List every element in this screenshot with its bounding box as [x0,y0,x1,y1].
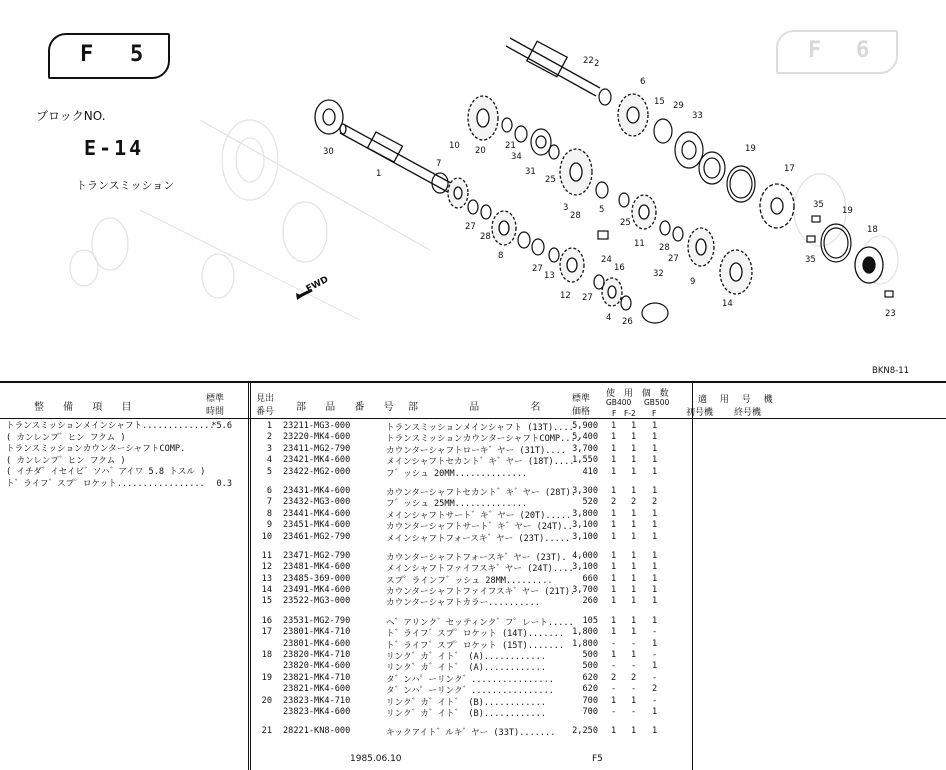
qty-gb400-f2: - [631,706,637,717]
part-name: メインシャフトファイフスキ゛ヤー (24T).... [386,564,574,575]
callout-label: 3 [563,203,569,213]
part-ref: 15 [261,596,272,607]
part-ref: 16 [261,615,272,626]
figure-badge-letter: F [80,42,98,67]
part-ref: 3 [266,443,272,454]
part-price: 5,400 [572,432,598,443]
table-row [250,574,700,585]
qty-gb400-f2: 1 [631,466,637,477]
part-name: カウンターシャフトファイフスキ゛ヤー (21T). [386,587,576,598]
qty-gb400-f2: - [631,661,637,672]
part-ref: 4 [266,455,272,466]
exploded-parts-diagram [0,0,946,380]
part-price: 700 [582,695,598,706]
qty-gb400-f: 1 [611,520,617,531]
part-ref: 17 [261,627,272,638]
part-number: 23522-MG3-000 [283,596,351,607]
table-row [250,673,700,684]
table-row [250,585,700,596]
part-name: リンク゛カ゛イト゛ (B)............ [386,697,546,708]
part-number: 23432-MG3-000 [283,497,351,508]
part-ref: 12 [261,562,272,573]
part-ref: 11 [261,550,272,561]
part-name: カウンターシャフトローキ゛ヤー (31T).... [386,445,566,456]
qty-gb400-f2: 1 [631,520,637,531]
callout-label: 35 [813,200,824,210]
qty-gb400-f: 1 [611,550,617,561]
part-name: メインシャフトサート゛キ゛ヤー (20T)..... [386,510,572,521]
part-number: 23421-MK4-600 [283,455,351,466]
callout-label: 13 [544,271,555,281]
header-applicable: 適 用 号 機 [698,395,778,405]
part-number: 23411-MG2-790 [283,443,351,454]
callout-label: 26 [622,317,633,327]
callout-label: 23 [885,309,896,319]
table-row [250,627,700,638]
callout-label: 28 [659,243,670,253]
part-price: 4,000 [572,550,598,561]
callout-label: 19 [842,206,853,216]
part-price: 520 [582,497,598,508]
part-name: リンク゛カ゛イト゛ (A)............ [386,663,546,674]
qty-gb400-f2: 1 [631,695,637,706]
qty-gb400-f: - [611,638,617,649]
part-ref: 9 [266,520,272,531]
ghost-badge-letter: F [808,38,822,63]
qty-gb500-f: 1 [652,531,658,542]
qty-gb400-f2: 1 [631,573,637,584]
header-std-time-2: 時間 [206,407,225,417]
part-ref: 7 [266,497,272,508]
qty-gb400-f2: 1 [631,562,637,573]
column-divider [248,383,249,770]
callout-label: 31 [525,167,536,177]
part-name: メインシャフトフォースキ゛ヤー (23T)..... [386,533,571,544]
page-code: F5 [592,754,603,764]
service-item [6,467,238,479]
callout-label: 19 [745,144,756,154]
qty-gb400-f2: 1 [631,596,637,607]
table-row [250,455,700,466]
callout-label: 27 [465,222,476,232]
table-row [250,726,700,737]
callout-label: 22 [583,56,594,66]
qty-gb400-f2: - [631,684,637,695]
qty-gb500-f: 1 [652,432,658,443]
part-price: 500 [582,661,598,672]
service-item-text: ( カンレンプ゛ヒン フクム ) [6,432,126,443]
qty-gb400-f2: 2 [631,672,637,683]
table-row [250,684,700,695]
service-item-time: *5.6 [211,421,232,431]
part-number: 23431-MK4-600 [283,485,351,496]
callout-label: 5 [599,205,605,215]
header-last-serial: 終号機 [734,408,762,418]
main-shaft [340,124,460,196]
part-price: 1,550 [572,455,598,466]
part-price: 3,800 [572,508,598,519]
ghost-badge-number: 6 [856,38,870,63]
header-std-time-1: 標準 [206,394,225,404]
part-number: 23821-MK4-710 [283,672,351,683]
qty-gb400-f: 1 [611,726,617,737]
part-ref: 8 [266,508,272,519]
part-ref: 18 [261,650,272,661]
service-item [6,433,238,445]
callout-label: 1 [376,169,382,179]
part-name: ト゛ライフ゛スプ゜ロケット (15T)....... [386,640,565,651]
part-ref: 13 [261,573,272,584]
qty-gb500-f: 1 [652,596,658,607]
service-item-text: ( イチダ゛イセイビ゛ソハ゛アイワ 5.8 トスル ) [6,467,206,478]
callout-label: 32 [653,269,664,279]
service-item [6,444,238,456]
callout-label: 28 [570,211,581,221]
callout-label: 15 [654,97,665,107]
header-qty-sub-3: F [652,409,657,418]
table-row [250,551,700,562]
callout-label: 29 [673,101,684,111]
callout-label: 4 [606,313,612,323]
table-row [250,444,700,455]
qty-gb500-f: 2 [652,497,658,508]
table-row [250,639,700,650]
qty-gb500-f: 1 [652,508,658,519]
qty-gb400-f2: 1 [631,432,637,443]
part-number: 23481-MK4-600 [283,562,351,573]
table-row [250,616,700,627]
callout-label: 20 [475,146,486,156]
header-ref-2: 番号 [256,407,275,417]
qty-gb400-f: 1 [611,485,617,496]
qty-gb400-f: 1 [611,531,617,542]
qty-gb400-f: 1 [611,432,617,443]
callout-label: 30 [323,147,334,157]
part-price: 660 [582,573,598,584]
part-price: 3,700 [572,443,598,454]
part-price: 3,100 [572,531,598,542]
part-name: カウンターシャフトフォースキ゛ヤー (23T). [386,552,567,563]
figure-badge-number: 5 [130,42,148,67]
part-number: 23220-MK4-600 [283,432,351,443]
qty-gb400-f2: 1 [631,421,637,431]
qty-gb400-f2: 1 [631,726,637,737]
drawing-code: BKN8-11 [872,366,910,376]
block-label: ブロックNO. [36,109,106,123]
qty-gb400-f: - [611,706,617,717]
table-row [250,421,700,432]
qty-gb500-f: 1 [652,485,658,496]
parts-list [250,421,700,738]
callout-label: 28 [480,232,491,242]
qty-gb400-f: 1 [611,615,617,626]
part-price: 260 [582,596,598,607]
parts-table [0,381,946,770]
qty-gb500-f: 1 [652,661,658,672]
part-number: 23823-MK4-710 [283,695,351,706]
table-row [250,596,700,607]
callout-label: 14 [722,299,733,309]
part-name: タ゛ンハ゜ーリンク゛................ [386,674,554,685]
qty-gb400-f: - [611,684,617,695]
table-row [250,486,700,497]
part-name: カウンターシャフトカラー.......... [386,598,540,609]
part-number: 23821-MK4-600 [283,684,351,695]
part-price: 700 [582,706,598,717]
callout-label: 35 [805,255,816,265]
part-price: 3,700 [572,585,598,596]
service-item [6,456,238,468]
qty-gb400-f2: 1 [631,531,637,542]
part-ref: 14 [261,585,272,596]
qty-gb500-f: 2 [652,684,658,695]
part-ref: 1 [266,421,272,431]
service-item-text: ト゛ライフ゛スプ゜ロケット................. [6,478,205,489]
part-name: フ゛ッシュ 20MM.............. [386,468,528,479]
qty-gb400-f: 1 [611,455,617,466]
header-divider [0,418,946,419]
part-number: 23491-MK4-600 [283,585,351,596]
table-row [250,509,700,520]
part-ref: 21 [261,726,272,737]
drive-sprocket-17 [760,184,794,228]
service-item-time: 0.3 [216,478,232,489]
qty-gb400-f: 1 [611,421,617,431]
part-name: カウンターシャフトセカント゛キ゛ヤー (28T). [386,487,576,498]
table-row [250,562,700,573]
service-item-list [6,421,238,491]
qty-gb400-f: 1 [611,695,617,706]
callout-label: 6 [640,77,646,87]
part-price: 1,800 [572,627,598,638]
header-first-serial: 初号機 [686,408,714,418]
qty-gb500-f: - [652,672,658,683]
part-price: 2,250 [572,726,598,737]
header-part-name: 部 品 名 [408,402,565,413]
qty-gb400-f: 1 [611,508,617,519]
qty-gb400-f2: 1 [631,627,637,638]
qty-gb400-f2: 2 [631,497,637,508]
table-row [250,432,700,443]
qty-gb400-f: 1 [611,627,617,638]
qty-gb400-f: 2 [611,497,617,508]
part-name: リンク゛カ゛イト゛ (B)............ [386,708,546,719]
qty-gb400-f2: 1 [631,508,637,519]
part-price: 5,900 [572,421,598,431]
part-name: ヘ゛アリンク゛セッティンク゛フ゜レート..... [386,617,574,628]
part-price: 3,100 [572,520,598,531]
qty-gb500-f: 1 [652,466,658,477]
qty-gb500-f: - [652,650,658,661]
table-row [250,467,700,478]
qty-gb500-f: - [652,695,658,706]
block-number: E-14 [84,136,145,160]
qty-gb500-f: - [652,627,658,638]
qty-gb500-f: 1 [652,638,658,649]
bearing-30 [315,100,343,134]
header-price-2: 価格 [572,407,591,417]
qty-gb500-f: 1 [652,615,658,626]
part-number: 23801-MK4-600 [283,638,351,649]
qty-gb500-f: 1 [652,562,658,573]
qty-gb400-f2: 1 [631,485,637,496]
part-number: 23461-MG2-790 [283,531,351,542]
callout-label: 27 [582,293,593,303]
part-price: 620 [582,684,598,695]
part-price: 3,100 [572,562,598,573]
qty-gb400-f2: 1 [631,615,637,626]
part-number: 23422-MG2-000 [283,466,351,477]
part-price: 410 [582,466,598,477]
block-name: トランスミッション [76,179,175,192]
qty-gb400-f2: - [631,638,637,649]
part-number: 23451-MK4-600 [283,520,351,531]
qty-gb400-f: 2 [611,672,617,683]
header-ref-1: 見出 [256,394,275,404]
qty-gb400-f: 1 [611,443,617,454]
part-name: タ゛ンハ゜ーリンク゛................ [386,686,554,697]
part-ref: 2 [266,432,272,443]
counter-shaft [506,38,600,96]
part-name: リンク゛カ゛イト゛ (A)............ [386,652,546,663]
part-name: フ゛ッシュ 25MM.............. [386,499,528,510]
qty-gb500-f: 1 [652,421,658,431]
part-number: 23531-MG2-790 [283,615,351,626]
header-qty-sub-1: F [612,409,617,418]
callout-label: 7 [436,159,442,169]
fwd-label: FWD [304,274,331,295]
part-ref: 20 [261,695,272,706]
part-number: 23471-MG2-790 [283,550,351,561]
header-qty-title: 使 用 個 数 [606,389,672,399]
part-ref: 10 [261,531,272,542]
qty-gb500-f: 1 [652,443,658,454]
service-item-text: トランスミッションカウンターシャフトCOMP. [6,444,186,455]
callout-label: 10 [449,141,460,151]
table-row [250,532,700,543]
qty-gb400-f2: 1 [631,550,637,561]
header-service-items: 整 備 項 目 [34,402,140,413]
callout-label: 8 [498,251,504,261]
callout-label: 16 [614,263,625,273]
publication-date: 1985.06.10 [350,754,402,764]
part-name: カウンターシャフトサート゛キ゛ヤー (24T).. [386,522,573,533]
part-price: 105 [582,615,598,626]
part-number: 23801-MK4-710 [283,627,351,638]
qty-gb400-f: 1 [611,466,617,477]
qty-gb500-f: 1 [652,573,658,584]
qty-gb400-f2: 1 [631,585,637,596]
callout-label: 18 [867,225,878,235]
part-price: 3,300 [572,485,598,496]
qty-gb400-f2: 1 [631,443,637,454]
part-number: 28221-KN8-000 [283,726,351,737]
table-row [250,497,700,508]
part-name: トランスミッションメインシャフト (13T).... [386,423,574,433]
callout-label: 34 [511,152,522,162]
part-ref: 5 [266,466,272,477]
header-price-1: 標準 [572,394,591,404]
service-item [6,421,238,433]
header-qty-sub-2: F-2 [624,409,636,418]
part-number: 23820-MK4-710 [283,650,351,661]
qty-gb400-f: 1 [611,562,617,573]
header-part-number: 部 品 番 号 [296,402,402,413]
callout-label: 27 [532,264,543,274]
qty-gb500-f: 1 [652,726,658,737]
part-name: キックアイト゛ルキ゛ヤー (33T)....... [386,728,556,739]
qty-gb500-f: 1 [652,455,658,466]
table-row [250,707,700,718]
part-price: 620 [582,672,598,683]
part-ref: 6 [266,485,272,496]
qty-gb500-f: 1 [652,585,658,596]
table-row [250,696,700,707]
part-name: メインシャフトセカント゛キ゛ヤー (18T).... [386,457,575,468]
callout-label: 17 [784,164,795,174]
table-row [250,520,700,531]
qty-gb400-f: 1 [611,585,617,596]
gear-set [448,94,752,306]
part-price: 1,800 [572,638,598,649]
part-name: トランスミッションカウンターシャフトCOMP.... [386,434,581,445]
callout-label: 25 [545,175,556,185]
table-row [250,650,700,661]
qty-gb400-f: 1 [611,596,617,607]
part-ref: 19 [261,672,272,683]
part-number: 23485-369-000 [283,573,351,584]
qty-gb500-f: 1 [652,550,658,561]
part-number: 23441-MK4-600 [283,508,351,519]
part-name: ト゛ライフ゛スプ゜ロケット (14T)....... [386,629,565,640]
table-row [250,661,700,672]
guide-plate-18 [855,247,883,283]
callout-label: 9 [690,277,696,287]
header-qty-model-2: GB500 [644,398,670,407]
callout-label: 11 [634,239,645,249]
callout-label: 12 [560,291,571,301]
part-price: 500 [582,650,598,661]
qty-gb400-f: - [611,661,617,672]
qty-gb500-f: 1 [652,520,658,531]
qty-gb400-f2: 1 [631,455,637,466]
part-name: スプ゜ラインフ゛ッシュ 28MM......... [386,575,553,586]
qty-gb400-f: 1 [611,650,617,661]
service-item [6,479,238,491]
header-qty-model-1: GB400 [606,398,632,407]
qty-gb400-f: 1 [611,573,617,584]
qty-gb500-f: 1 [652,706,658,717]
part-number: 23211-MG3-000 [283,421,351,431]
illustration-area [0,0,946,380]
callout-label: 25 [620,218,631,228]
service-item-text: トランスミッションメインシャフト.............. [6,421,215,431]
part-number: 23820-MK4-600 [283,661,351,672]
callout-label: 21 [505,141,516,151]
callout-label: 27 [668,254,679,264]
callout-label: 33 [692,111,703,121]
part-number: 23823-MK4-600 [283,706,351,717]
service-item-text: ( カンレンプ゛ヒン フクム ) [6,455,126,466]
callout-label: 24 [601,255,612,265]
callout-label: 2 [594,59,600,69]
qty-gb400-f2: 1 [631,650,637,661]
